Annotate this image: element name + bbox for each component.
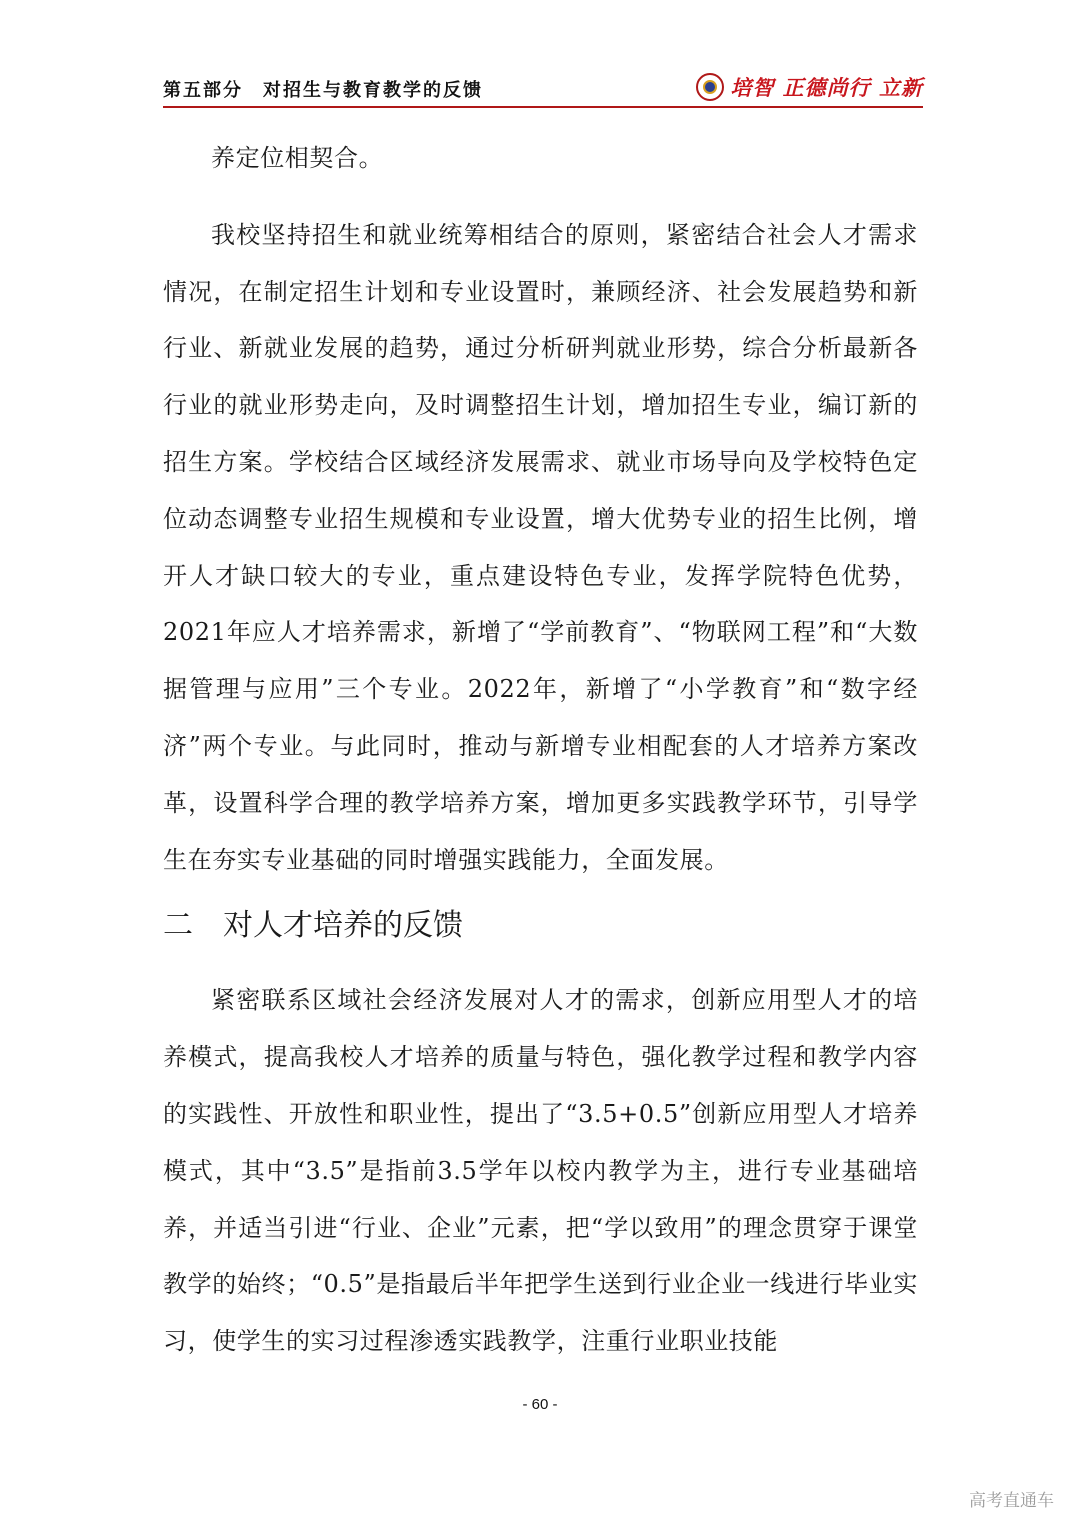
school-motto: 培智 正德尚行 立新 [730,76,923,100]
page-header [163,76,923,106]
watermark: 高考直通车 [969,1491,1054,1511]
school-seal-icon [696,73,724,101]
body-paragraph: 紧密联系区域社会经济发展对人才的需求，创新应用型人才的培养模式，提高我校人才培养的质量与特色，强化教学过程和教学内容的实践性、开放性和职业性，提出了“3.5+0.5”创新应用型人才培养模式，其中“3.5”是指前3.5学年以校内教学为主，进行专业基础培养，并适当引进“行业、企业”元素，把“学以致用”的理念贯穿于课堂教学的始终；“0.5”是指最后半年把学生送到行业企业一线进行毕业实习，使学生的实习过程渗透实践教学，注重行业职业技能 [163,986,918,1356]
school-logo [696,70,923,104]
body-paragraph: 养定位相契合。 [211,144,384,172]
section-heading-text: 对人才培养的反馈 [223,908,463,944]
page-content [163,130,918,1370]
body-paragraph: 我校坚持招生和就业统筹相结合的原则，紧密结合社会人才需求情况，在制定招生计划和专业设置时，兼顾经济、社会发展趋势和新行业、新就业发展的趋势，通过分析研判就业形势，综合分析最新各行业的就业形势走向，及时调整招生计划，增加招生专业，编订新的招生方案。学校结合区域经济发展需求、就业市场导向及学校特色定位动态调整专业招生规模和专业设置，增大优势专业的招生比例，增开人才缺口较大的专业，重点建设特色专业，发挥学院特色优势，2021年应人才培养需求，新增了“学前教育”、“物联网工程”和“大数据管理与应用”三个专业。2022年，新增了“小学教育”和“数字经济”两个专业。与此同时，推动与新增专业相配套的人才培养方案改革，设置科学合理的教学培养方案，增加更多实践教学环节，引导学生在夯实专业基础的同时增强实践能力，全面发展。 [163,220,918,874]
section-heading-number: 二 [163,908,193,944]
section-heading [163,898,918,954]
page-number: - 60 - [522,1396,558,1413]
header-section-title: 第五部分 对招生与教育教学的反馈 [163,80,483,101]
header-divider [163,106,923,108]
